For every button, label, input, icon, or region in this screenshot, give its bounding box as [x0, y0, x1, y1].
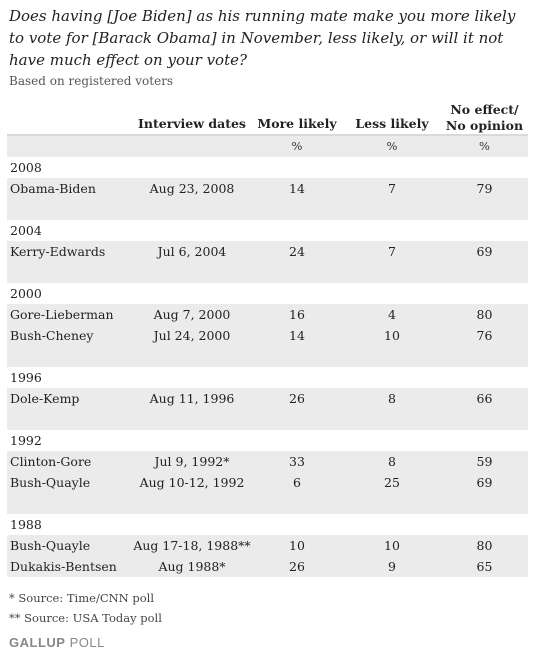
ticket-cell: Clinton-Gore — [10, 454, 92, 469]
table-row — [7, 325, 528, 346]
more-likely-cell: 33 — [289, 454, 305, 469]
header-more-likely: More likely — [257, 116, 337, 131]
header-less-likely: Less likely — [355, 116, 429, 131]
ticket-cell: Dole-Kemp — [10, 391, 80, 406]
date-cell: Aug 11, 1996 — [149, 391, 235, 406]
more-likely-cell: 16 — [289, 307, 305, 322]
no-effect-cell: 76 — [476, 328, 493, 343]
year-label: 1988 — [10, 517, 42, 532]
less-likely-cell: 8 — [388, 391, 396, 406]
less-likely-cell: 8 — [388, 454, 396, 469]
year-label: 2004 — [10, 223, 42, 238]
no-effect-cell: 65 — [476, 559, 493, 574]
date-cell: Jul 24, 2000 — [153, 328, 231, 343]
year-row — [7, 220, 528, 241]
less-likely-cell: 10 — [384, 538, 400, 553]
chart-subtitle: Based on registered voters — [9, 74, 174, 88]
unit-no-effect: % — [479, 139, 490, 153]
footnote-usa-today: ** Source: USA Today poll — [9, 611, 162, 625]
table-row — [7, 241, 528, 262]
ticket-cell: Bush-Quayle — [10, 538, 91, 553]
more-likely-cell: 6 — [293, 475, 301, 490]
table-row — [7, 304, 528, 325]
date-cell: Jul 6, 2004 — [157, 244, 227, 259]
table-body — [7, 157, 528, 577]
less-likely-cell: 10 — [384, 328, 400, 343]
table-header — [7, 94, 528, 136]
ticket-cell: Kerry-Edwards — [10, 244, 106, 259]
year-row — [7, 514, 528, 535]
table-row — [7, 472, 528, 493]
no-effect-cell: 80 — [476, 307, 493, 322]
date-cell: Aug 7, 2000 — [153, 307, 231, 322]
no-effect-cell: 69 — [476, 244, 493, 259]
year-row — [7, 283, 528, 304]
chart-title: Does having [Joe Biden] as his running mate make you more likely to vote for [Barack Obama] in November, less likely, or will it not have much effect on your vote? — [9, 7, 516, 69]
logo-gallup: GALLUP — [9, 635, 66, 650]
gallup-poll-logo — [9, 635, 105, 650]
more-likely-cell: 24 — [289, 244, 305, 259]
table-row — [7, 535, 528, 556]
date-cell: Aug 1988* — [158, 559, 226, 574]
ticket-cell: Gore-Lieberman — [10, 307, 114, 322]
group-spacer — [7, 199, 528, 220]
more-likely-cell: 14 — [289, 328, 305, 343]
year-row — [7, 367, 528, 388]
less-likely-cell: 7 — [388, 181, 396, 196]
units-row — [7, 136, 528, 157]
table-row — [7, 388, 528, 409]
no-effect-cell: 79 — [476, 181, 493, 196]
logo-poll: POLL — [65, 635, 105, 650]
no-effect-cell: 66 — [476, 391, 493, 406]
ticket-cell: Dukakis-Bentsen — [10, 559, 117, 574]
footnotes — [9, 588, 162, 628]
more-likely-cell: 26 — [289, 559, 305, 574]
header-no-opinion: No opinion — [445, 118, 524, 133]
group-spacer — [7, 346, 528, 367]
header-interview-dates: Interview dates — [138, 116, 246, 131]
less-likely-cell: 25 — [384, 475, 400, 490]
ticket-cell: Bush-Quayle — [10, 475, 91, 490]
no-effect-cell: 59 — [476, 454, 493, 469]
date-cell: Jul 9, 1992* — [154, 454, 230, 469]
table-row — [7, 451, 528, 472]
ticket-cell: Obama-Biden — [10, 181, 96, 196]
year-label: 1992 — [10, 433, 42, 448]
no-effect-cell: 69 — [476, 475, 493, 490]
header-no-effect: No effect/ — [450, 102, 519, 117]
no-effect-cell: 80 — [476, 538, 493, 553]
more-likely-cell: 14 — [289, 181, 305, 196]
more-likely-cell: 26 — [289, 391, 305, 406]
date-cell: Aug 10-12, 1992 — [139, 475, 245, 490]
less-likely-cell: 9 — [388, 559, 396, 574]
less-likely-cell: 4 — [388, 307, 396, 322]
ticket-cell: Bush-Cheney — [10, 328, 94, 343]
more-likely-cell: 10 — [289, 538, 305, 553]
less-likely-cell: 7 — [388, 244, 396, 259]
group-spacer — [7, 262, 528, 283]
table-row — [7, 556, 528, 577]
year-label: 2008 — [10, 160, 42, 175]
year-label: 1996 — [10, 370, 42, 385]
results-table — [7, 94, 528, 577]
year-row — [7, 157, 528, 178]
year-row — [7, 430, 528, 451]
group-spacer — [7, 409, 528, 430]
unit-less-likely: % — [386, 139, 398, 153]
footnote-time-cnn: * Source: Time/CNN poll — [9, 591, 155, 605]
year-label: 2000 — [10, 286, 42, 301]
group-spacer — [7, 493, 528, 514]
date-cell: Aug 23, 2008 — [149, 181, 235, 196]
unit-more-likely: % — [291, 139, 303, 153]
table-row — [7, 178, 528, 199]
date-cell: Aug 17-18, 1988** — [133, 538, 251, 553]
